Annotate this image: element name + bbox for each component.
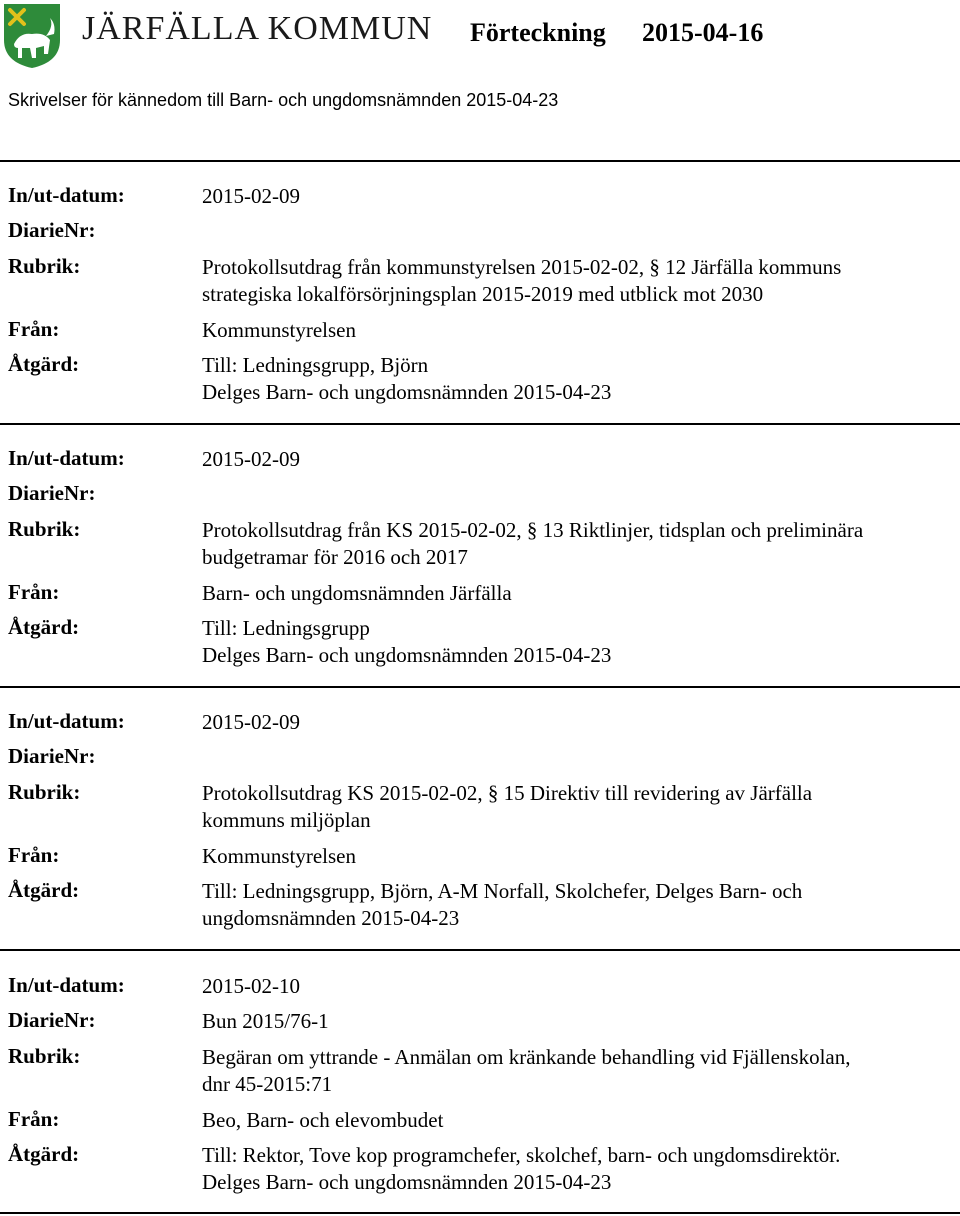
label-atgard: Åtgärd: bbox=[8, 615, 80, 639]
entry-atgard-line: Delges Barn- och ungdomsnämnden 2015-04-23 bbox=[202, 1170, 612, 1194]
entry-rubrik-line: kommuns miljöplan bbox=[202, 808, 371, 832]
entry-atgard bbox=[202, 1142, 958, 1196]
entry-atgard-line: ungdomsnämnden 2015-04-23 bbox=[202, 906, 460, 930]
entry-rubrik-line: dnr 45-2015:71 bbox=[202, 1072, 333, 1096]
coat-of-arms-icon bbox=[2, 2, 62, 70]
document-header bbox=[0, 0, 960, 80]
label-diarie: DiarieNr: bbox=[8, 744, 96, 768]
entry-rubrik-line: Protokollsutdrag från kommunstyrelsen 2015-02-02, § 12 Järfälla kommuns bbox=[202, 255, 842, 279]
entry-date: 2015-02-09 bbox=[202, 447, 300, 471]
entry-rubrik bbox=[202, 517, 958, 571]
entry-date: 2015-02-09 bbox=[202, 710, 300, 734]
label-fran: Från: bbox=[8, 843, 60, 867]
entry-rubrik-line: budgetramar för 2016 och 2017 bbox=[202, 545, 468, 569]
label-rubrik: Rubrik: bbox=[8, 780, 81, 804]
document-subtitle: Skrivelser för kännedom till Barn- och ungdomsnämnden 2015-04-23 bbox=[8, 90, 559, 110]
entry-atgard bbox=[202, 352, 958, 406]
entry-fran: Kommunstyrelsen bbox=[202, 844, 356, 868]
divider bbox=[0, 686, 960, 688]
label-fran: Från: bbox=[8, 1107, 60, 1131]
label-date: In/ut-datum: bbox=[8, 183, 125, 207]
entry-atgard-line: Delges Barn- och ungdomsnämnden 2015-04-23 bbox=[202, 643, 612, 667]
entry-fran: Beo, Barn- och elevombudet bbox=[202, 1108, 444, 1132]
entry-atgard-line: Delges Barn- och ungdomsnämnden 2015-04-23 bbox=[202, 380, 612, 404]
label-atgard: Åtgärd: bbox=[8, 1142, 80, 1166]
entry-atgard-line: Till: Ledningsgrupp, Björn, A-M Norfall, Skolchefer, Delges Barn- och bbox=[202, 879, 803, 903]
divider bbox=[0, 949, 960, 951]
divider bbox=[0, 160, 960, 162]
label-atgard: Åtgärd: bbox=[8, 878, 80, 902]
entry-rubrik bbox=[202, 254, 958, 308]
entry-rubrik-line: strategiska lokalförsörjningsplan 2015-2019 med utblick mot 2030 bbox=[202, 282, 764, 306]
entry-rubrik-line: Begäran om yttrande - Anmälan om kränkande behandling vid Fjällenskolan, bbox=[202, 1045, 851, 1069]
entry-rubrik-line: Protokollsutdrag KS 2015-02-02, § 15 Direktiv till revidering av Järfälla bbox=[202, 781, 813, 805]
entry-atgard-line: Till: Ledningsgrupp bbox=[202, 616, 370, 640]
document-type: Förteckning bbox=[470, 18, 606, 47]
entry-diarie: Bun 2015/76-1 bbox=[202, 1009, 329, 1033]
label-date: In/ut-datum: bbox=[8, 973, 125, 997]
label-rubrik: Rubrik: bbox=[8, 517, 81, 541]
divider bbox=[0, 1212, 960, 1214]
label-diarie: DiarieNr: bbox=[8, 218, 96, 242]
entry-fran: Barn- och ungdomsnämnden Järfälla bbox=[202, 581, 512, 605]
entry-atgard bbox=[202, 878, 958, 932]
entry-rubrik bbox=[202, 780, 958, 834]
entry-atgard-line: Till: Rektor, Tove kop programchefer, skolchef, barn- och ungdomsdirektör. bbox=[202, 1143, 841, 1167]
entry-date: 2015-02-10 bbox=[202, 974, 300, 998]
entry-rubrik bbox=[202, 1044, 958, 1098]
entry-date: 2015-02-09 bbox=[202, 184, 300, 208]
label-rubrik: Rubrik: bbox=[8, 1044, 81, 1068]
divider bbox=[0, 423, 960, 425]
entry-rubrik-line: Protokollsutdrag från KS 2015-02-02, § 13 Riktlinjer, tidsplan och preliminära bbox=[202, 518, 864, 542]
entry-atgard-line: Till: Ledningsgrupp, Björn bbox=[202, 353, 429, 377]
label-fran: Från: bbox=[8, 580, 60, 604]
label-diarie: DiarieNr: bbox=[8, 481, 96, 505]
document-date: 2015-04-16 bbox=[642, 18, 764, 47]
entry-fran: Kommunstyrelsen bbox=[202, 318, 356, 342]
municipality-name: JÄRFÄLLA KOMMUN bbox=[82, 10, 433, 47]
label-date: In/ut-datum: bbox=[8, 709, 125, 733]
label-diarie: DiarieNr: bbox=[8, 1008, 96, 1032]
entry-atgard bbox=[202, 615, 958, 669]
label-atgard: Åtgärd: bbox=[8, 352, 80, 376]
label-rubrik: Rubrik: bbox=[8, 254, 81, 278]
label-date: In/ut-datum: bbox=[8, 446, 125, 470]
label-fran: Från: bbox=[8, 317, 60, 341]
